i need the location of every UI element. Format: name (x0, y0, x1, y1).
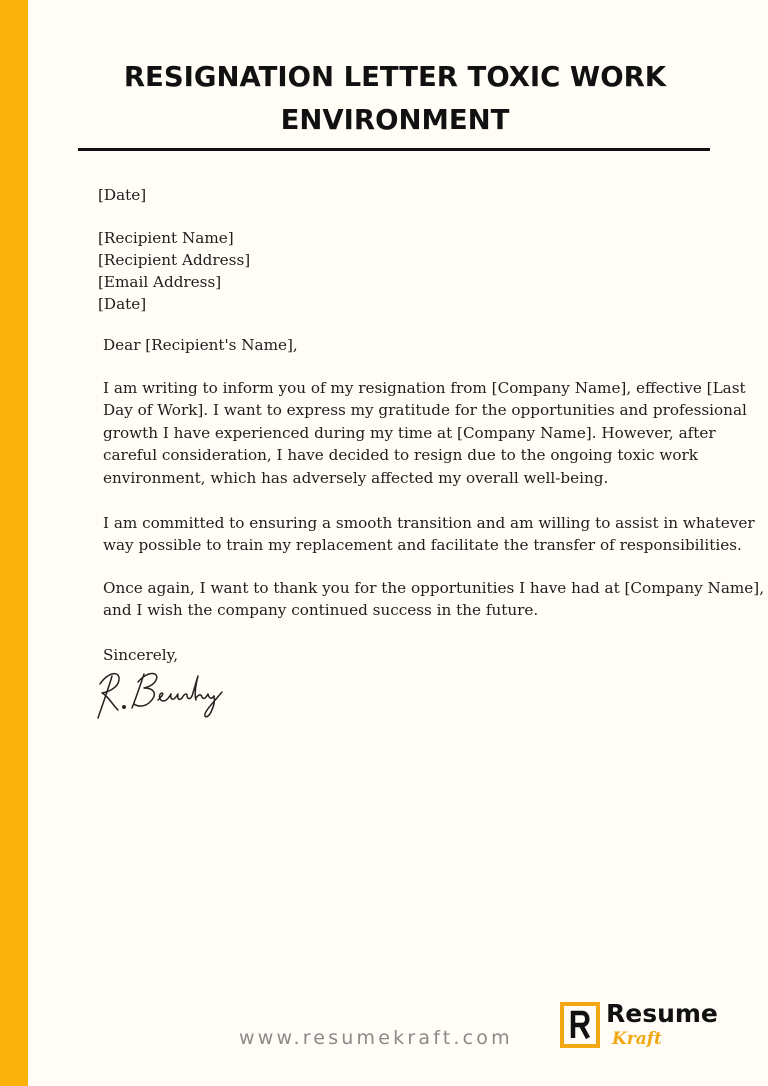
paragraph-line: I am committed to ensuring a smooth transition and am willing to assist in whatever (103, 514, 755, 532)
email-address-line: [Email Address] (98, 273, 222, 291)
date-line-2: [Date] (98, 295, 147, 313)
logo-wordmark: Resume (606, 999, 718, 1028)
paragraph-line: growth I have experienced during my time at [Company Name]. However, after (103, 423, 716, 442)
resumekraft-logo (560, 1001, 730, 1051)
signature-image (88, 660, 238, 722)
title-line-2: ENVIRONMENT (280, 104, 510, 136)
page-title (80, 56, 710, 142)
title-line-1: RESIGNATION LETTER TOXIC WORK (123, 61, 667, 93)
paragraph-line: environment, which has adversely affected my overall well-being. (103, 468, 609, 487)
paragraph-2 (103, 512, 755, 557)
title-divider (78, 148, 710, 151)
resumekraft-logo-icon (560, 1002, 600, 1048)
paragraph-line: way possible to train my replacement and facilitate the transfer of responsibilities. (103, 536, 742, 555)
recipient-name-line: [Recipient Name] (98, 229, 234, 247)
closing: Sincerely, (103, 646, 179, 664)
paragraph-1 (103, 377, 747, 489)
logo-subword: Kraft (612, 1029, 662, 1049)
paragraph-line: I am writing to inform you of my resignation from [Company Name], effective [Last (103, 379, 746, 397)
paragraph-line: Day of Work]. I want to express my gratitude for the opportunities and professional (103, 401, 747, 420)
recipient-address-line: [Recipient Address] (98, 251, 251, 269)
footer-url: www.resumekraft.com (239, 1027, 513, 1049)
paragraph-line: Once again, I want to thank you for the opportunities I have had at [Company Name], (103, 579, 765, 597)
date-line: [Date] (98, 186, 147, 204)
paragraph-line: careful consideration, I have decided to resign due to the ongoing toxic work (103, 446, 698, 465)
paragraph-line: and I wish the company continued success in the future. (103, 601, 539, 620)
salutation: Dear [Recipient's Name], (103, 336, 298, 354)
paragraph-3 (103, 577, 765, 622)
accent-side-bar (0, 0, 28, 1086)
